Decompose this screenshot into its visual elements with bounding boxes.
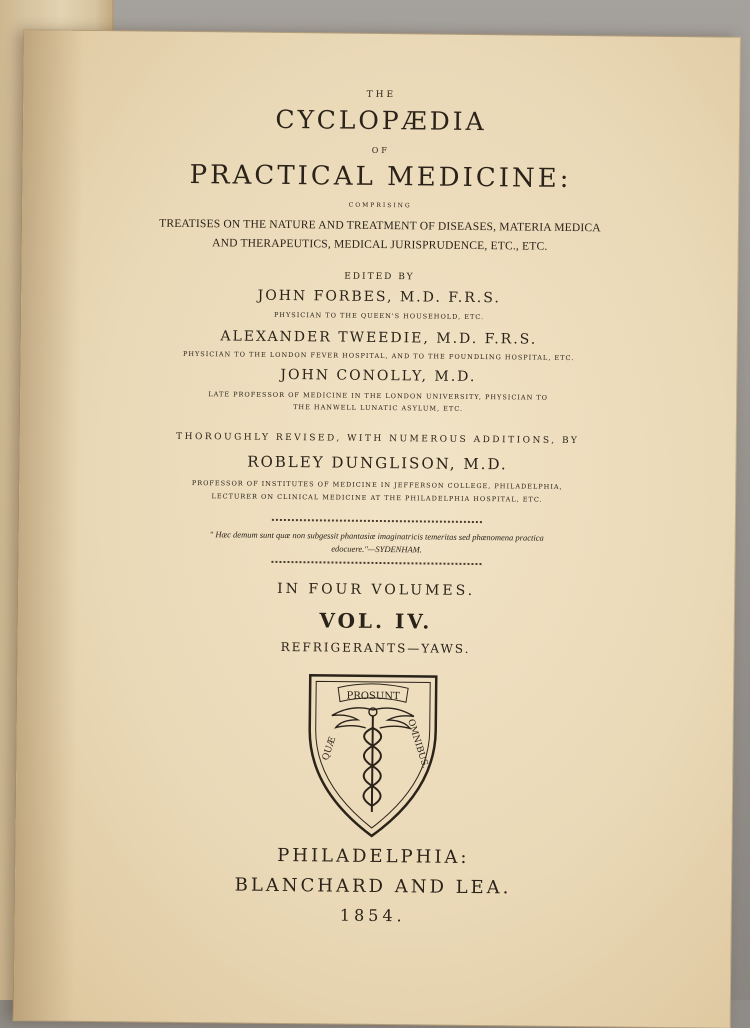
book-subtitle: PRACTICAL MEDICINE:: [189, 159, 572, 194]
book-title: CYCLOPÆDIA: [275, 104, 487, 137]
reviser-name: ROBLEY DUNGLISON, M.D.: [247, 452, 508, 474]
seal-motto-left: QUÆ: [321, 735, 339, 762]
revised-by-label: THOROUGHLY REVISED, WITH NUMEROUS ADDITIONS, BY: [176, 431, 580, 447]
editor-description: PHYSICIAN TO THE QUEEN'S HOUSEHOLD, ETC.: [273, 310, 485, 322]
caduceus-icon: [331, 708, 414, 813]
publication-city: PHILADELPHIA:: [277, 844, 470, 868]
editor-description: PHYSICIAN TO THE LONDON FEVER HOSPITAL, AND TO THE FOUNDLING HOSPITAL, ETC.: [182, 349, 575, 363]
epigraph-line-2: edocuere."—SYDENHAM.: [331, 543, 422, 555]
edited-by-label: EDITED BY: [344, 271, 415, 283]
epigraph-line-1: " Hæc demum sunt quæ non subgessit phantasiæ imaginatricis temeritas sed phænomena practica: [209, 529, 544, 543]
seal-motto-top: PROSUNT: [346, 690, 400, 703]
volume-number: VOL. IV.: [319, 608, 433, 634]
title-page: [14, 30, 740, 1027]
editor-name: ALEXANDER TWEEDIE, M.D. F.R.S.: [220, 328, 538, 348]
volume-range: REFRIGERANTS—YAWS.: [280, 639, 471, 656]
ornamental-rule: [271, 561, 481, 565]
editor-description: THE HANWELL LUNATIC ASYLUM, ETC.: [293, 403, 464, 413]
publication-year: 1854.: [339, 905, 406, 926]
editor-name: JOHN FORBES, M.D. F.R.S.: [257, 287, 501, 307]
title-of: OF: [371, 145, 390, 156]
editor-name: JOHN CONOLLY, M.D.: [280, 366, 477, 386]
ornamental-rule: [272, 519, 482, 523]
caduceus-seal-icon: [301, 671, 445, 840]
comprising-label: COMPRISING: [348, 201, 412, 210]
seal-motto-right: OMNIBUS.: [405, 717, 430, 770]
reviser-description: PROFESSOR OF INSTITUTES OF MEDICINE IN JEFFERSON COLLEGE, PHILADELPHIA,: [191, 479, 563, 491]
reviser-description: LECTURER ON CLINICAL MEDICINE AT THE PHILADELPHIA HOSPITAL, ETC.: [211, 492, 543, 504]
description-line-1: TREATISES ON THE NATURE AND TREATMENT OF DISEASES, MATERIA MEDICA: [159, 217, 601, 235]
description-line-2: AND THERAPEUTICS, MEDICAL JURISPRUDENCE, ETC., ETC.: [212, 237, 548, 253]
volume-count: IN FOUR VOLUMES.: [277, 580, 476, 600]
editor-description: LATE PROFESSOR OF MEDICINE IN THE LONDON UNIVERSITY, PHYSICIAN TO: [208, 390, 549, 402]
title-article: THE: [366, 89, 397, 101]
publisher-name: BLANCHARD AND LEA.: [234, 874, 512, 899]
